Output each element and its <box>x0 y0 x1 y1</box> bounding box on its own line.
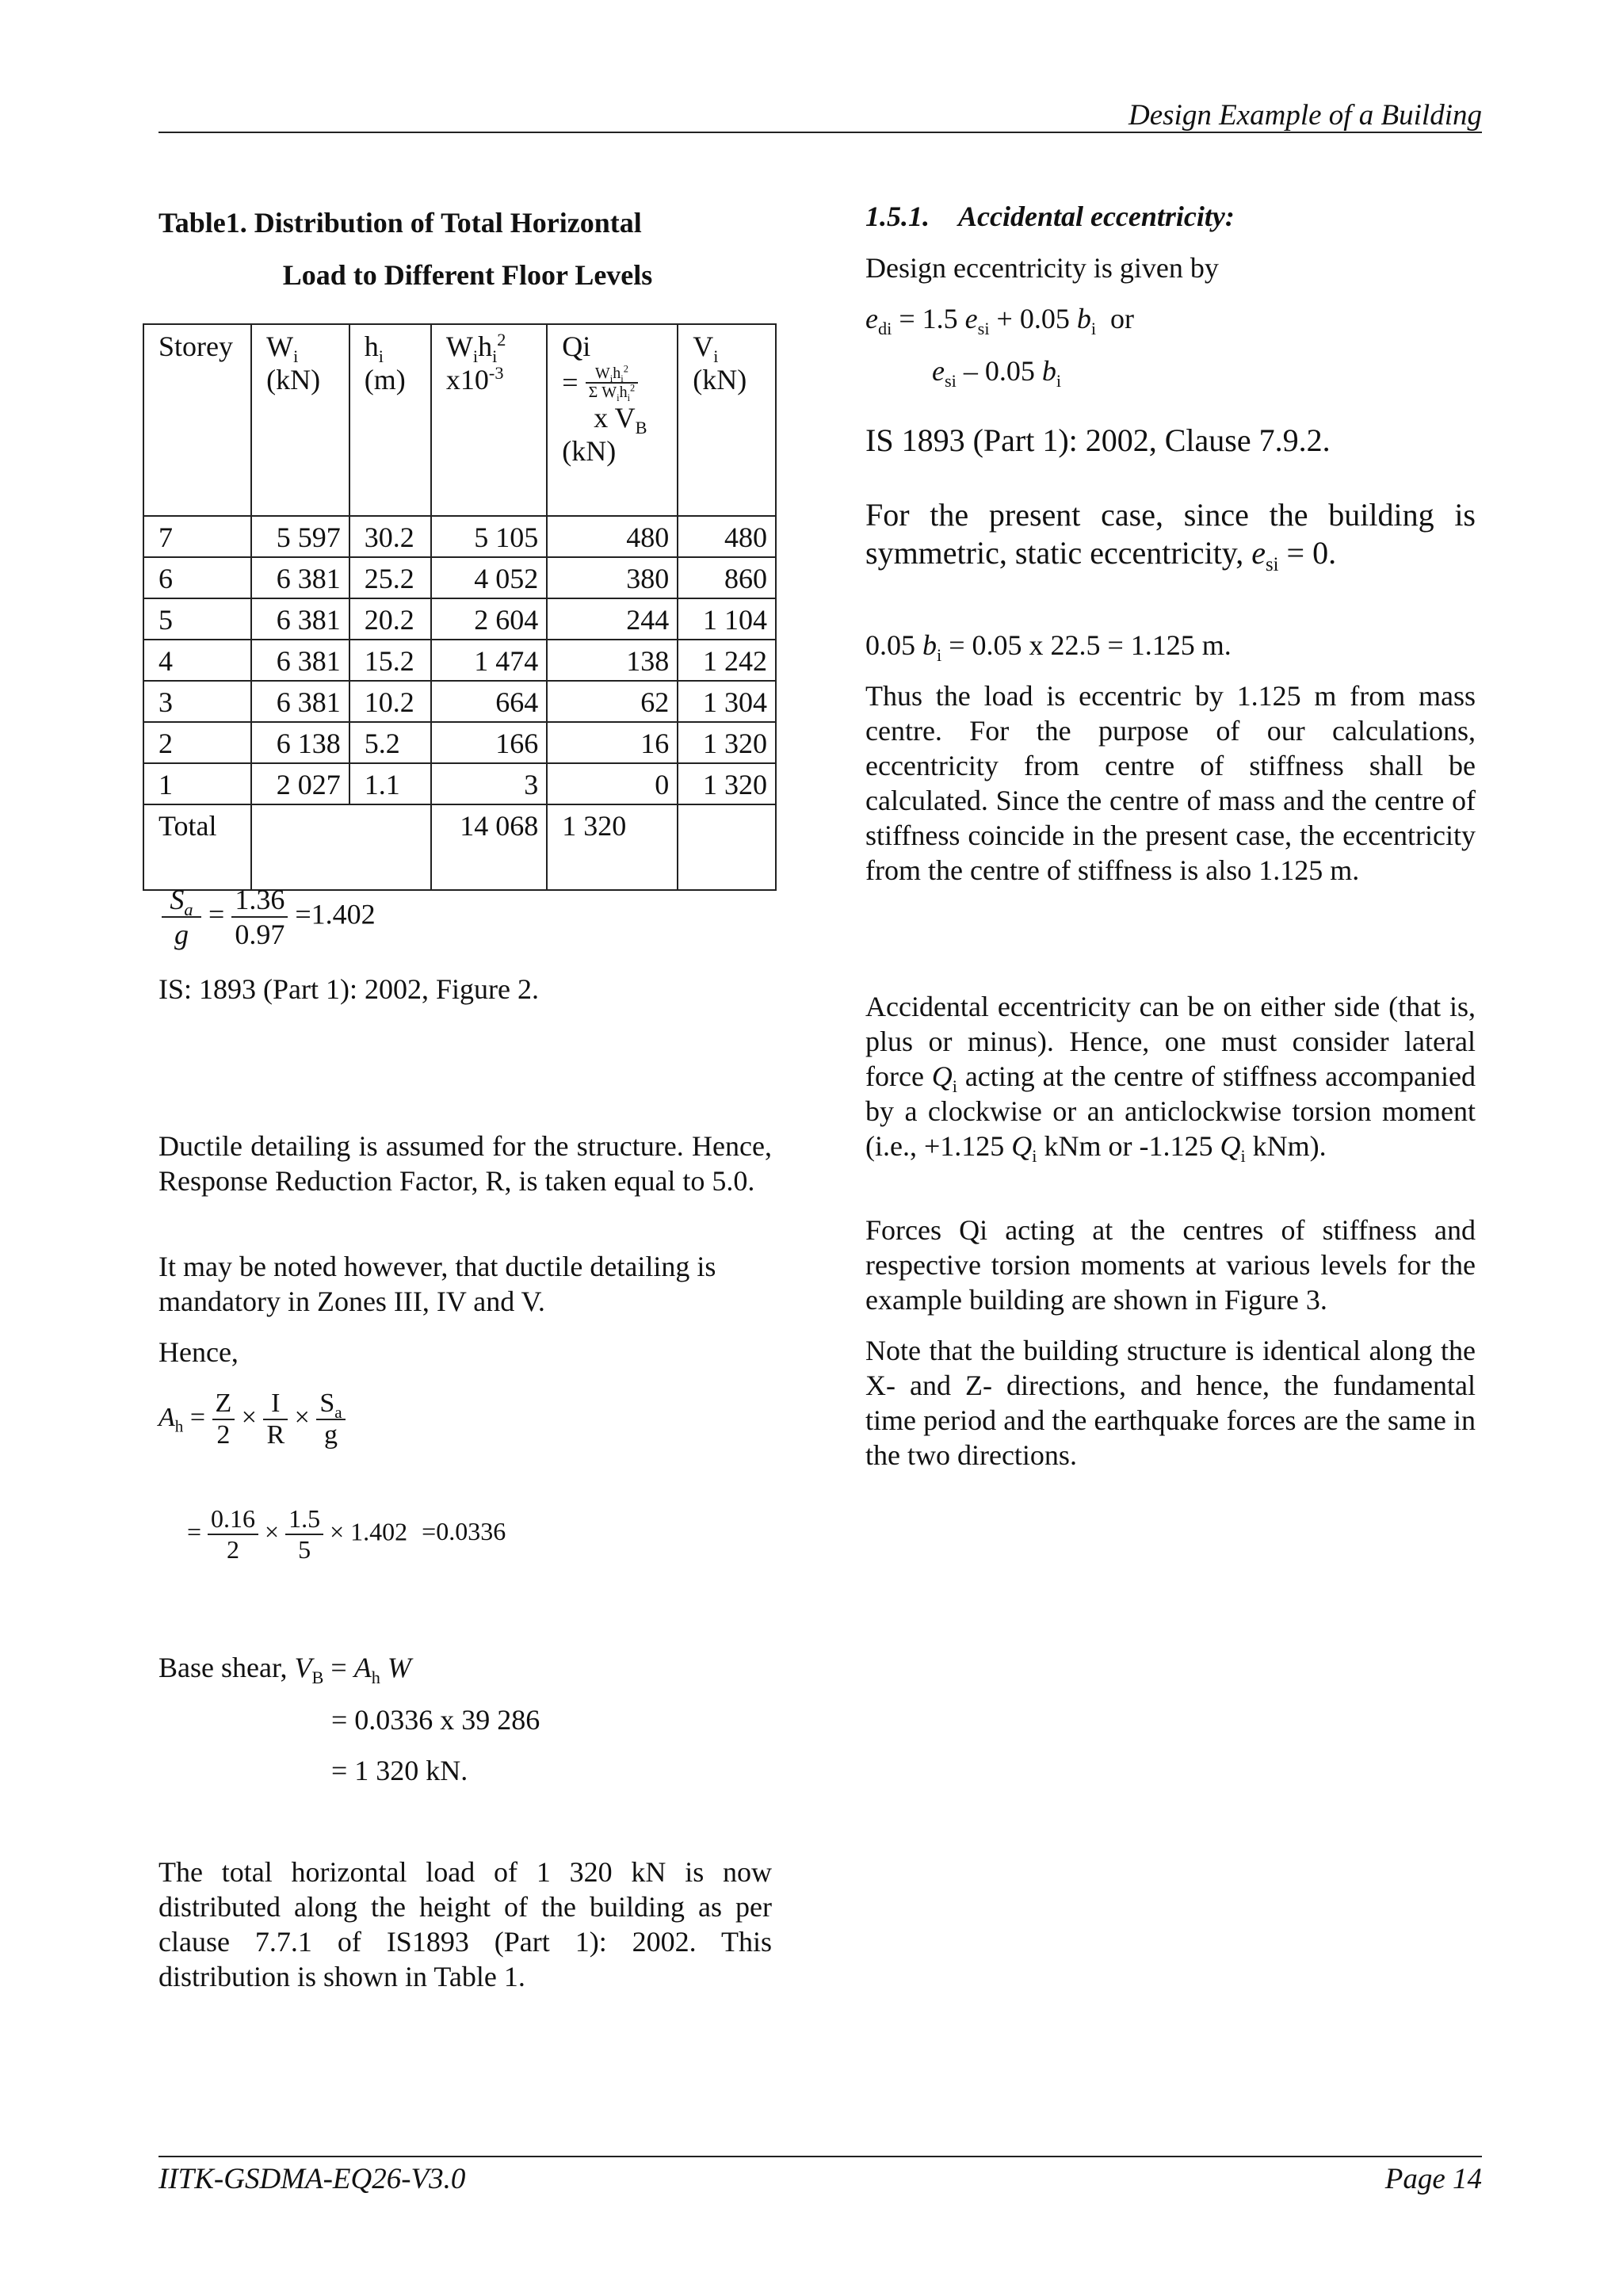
col-storey: Storey <box>143 324 251 516</box>
header-title: Design Example of a Building <box>1128 99 1482 132</box>
ductile-paragraph: Ductile detailing is assumed for the structure. Hence, Response Reduction Factor, R, is taken equal to 5.0. <box>158 1130 772 1197</box>
bi-calculation: 0.05 $b_i = 0.05$ x 22.5 = 1.125 m. <box>865 629 1232 666</box>
header-rule <box>158 132 1482 133</box>
table-total-row: Total 14 068 1 320 <box>143 804 776 890</box>
thus-paragraph: Thus the load is eccentric by 1.125 m from mass centre. For the purpose of our calculations, eccentricity from centre of stiffness shall be calculated. Since the centre of mass and the centre of stiffness coincide in the present case, the eccentricity from the centre of stiffness is also 1.125 m. <box>865 680 1476 886</box>
section-heading: 1.5.1. Accidental eccentricity: <box>865 201 1235 232</box>
base-shear-line1: Base shear, $V_B = A_h$ W <box>158 1652 411 1688</box>
sa-g-formula: $\frac{S_a}{g}$ = $\frac{1.36}{0.97}$ =1.402 <box>162 883 376 951</box>
note-paragraph: Note that the building structure is identical along the X- and Z- directions, and hence, the fundamental time period and the earthquake forces are the same in the two directions. <box>865 1335 1476 1471</box>
ah-formula: $A_h$ = $\frac{Z}{2}$ × $\frac{I}{R}$ × $\frac{S_a}{g}$ <box>158 1389 346 1450</box>
distribution-table <box>143 323 777 891</box>
clause-reference: IS 1893 (Part 1): 2002, Clause 7.9.2. <box>865 422 1331 458</box>
table-row: 2 6 138 5.2 166 16 1 320 <box>143 722 776 763</box>
col-hi: $h_i$ (m) <box>349 324 431 516</box>
col-vi: $V_i$ (kN) <box>678 324 776 516</box>
footer-page-number: Page 14 <box>1384 2163 1482 2195</box>
footer-rule <box>158 2156 1482 2157</box>
footer-doc-id: IITK-GSDMA-EQ26-V3.0 <box>158 2163 466 2195</box>
forces-paragraph: Forces Qi acting at the centres of stiffness and respective torsion moments at various levels for the example building are shown in Figure 3. <box>865 1214 1476 1316</box>
table-row: 4 6 381 15.2 1 474 138 1 242 <box>143 640 776 681</box>
col-qi: Qi = $\frac{W_ih_i^2}{\Sigma W_ih_i^2}$ x $V_B$ (kN) <box>547 324 678 516</box>
total-load-paragraph: The total horizontal load of 1 320 kN is now distributed along the height of the building as per clause 7.7.1 of IS1893 (Part 1): 2002. This distribution is shown in Table 1. <box>158 1856 772 1992</box>
table-row: 6 6 381 25.2 4 052 380 860 <box>143 557 776 598</box>
design-eccentricity-text: Design eccentricity is given by <box>865 252 1219 284</box>
hence-text: Hence, <box>158 1336 239 1368</box>
qi-fraction: $\frac{W_ih_i^2}{\Sigma W_ih_i^2}$ <box>586 365 639 401</box>
eccentricity-eq1: $e_{di} = 1.5$ $e_{si} + 0.05$ $b_i$ or <box>865 303 1135 339</box>
table-row: 5 6 381 20.2 2 604 244 1 104 <box>143 598 776 640</box>
table-row: 7 5 597 30.2 5 105 480 480 <box>143 516 776 557</box>
table-row: 1 2 027 1.1 3 0 1 320 <box>143 763 776 804</box>
table-caption-prefix: Table1 <box>158 207 240 239</box>
table-caption-line1: . Distribution of Total Horizontal <box>239 207 642 239</box>
table-header-row <box>143 324 776 516</box>
table-caption <box>158 197 777 301</box>
eccentricity-eq2: $e_{si} - 0.05$ $b_i$ <box>932 355 1062 392</box>
col-wi: $W_i$ (kN) <box>251 324 349 516</box>
base-shear-line2: = 0.0336 x 39 286 <box>331 1704 540 1736</box>
base-shear-line3: = 1 320 kN. <box>331 1755 468 1786</box>
table-row: 3 6 381 10.2 664 62 1 304 <box>143 681 776 722</box>
mandatory-paragraph: It may be noted however, that ductile detailing is mandatory in Zones III, IV and V. <box>158 1251 716 1317</box>
table-caption-line2: Load to Different Floor Levels <box>282 259 653 291</box>
running-header <box>1128 98 1482 132</box>
sa-reference: IS: 1893 (Part 1): 2002, Figure 2. <box>158 973 539 1005</box>
col-wihi2: $W_ih_i^2$ $x10^{-3}$ <box>431 324 547 516</box>
present-case-paragraph: For the present case, since the building is symmetric, static eccentricity, $e_{si} = 0$. <box>865 497 1476 575</box>
ah-value: = $\frac{0.16}{2}$ × $\frac{1.5}{5}$ × 1.402 =0.0336 <box>187 1504 506 1564</box>
accidental-paragraph: Accidental eccentricity can be on either side (that is, plus or minus). Hence, one must consider lateral force $Q_i$ acting at the centre of stiffness accompanied by a clockwise or an anticlockwise torsion moment (i.e., +1.125 $Q_i$ kNm or -1.125 $Q_i$ kNm). <box>865 991 1476 1167</box>
